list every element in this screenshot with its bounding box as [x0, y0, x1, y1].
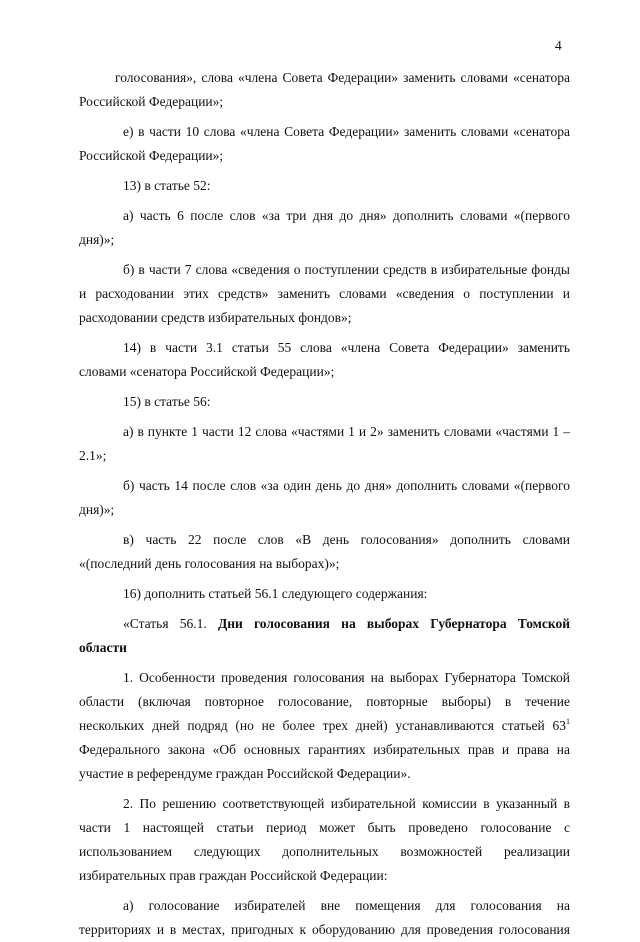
- text-line: 1. Особенности проведения голосования на выборах Губернатора Томской: [123, 670, 570, 685]
- text-line: б) в части 7 слова «сведения о поступлении средств в избирательные фонды: [123, 262, 570, 277]
- text-line: области (включая повторное голосование, повторные выборы) в течение: [79, 694, 570, 709]
- text-line: 14) в части 3.1 статьи 55 слова «члена Совета Федерации» заменить: [123, 340, 570, 355]
- text-line: 2.1»;: [79, 448, 107, 463]
- text-line: 16) дополнить статьей 56.1 следующего содержания:: [123, 586, 428, 601]
- text-line: части 1 настоящей статьи период может быть проведено голосование с: [79, 820, 570, 835]
- document-body: [79, 66, 570, 942]
- text-line: дня)»;: [79, 232, 115, 247]
- article-title: Дни голосования на выборах Губернатора Томской: [217, 616, 570, 631]
- text-line-with-superscript: [79, 714, 570, 738]
- text-line: дня)»;: [79, 502, 115, 517]
- text-line: словами «сенатора Российской Федерации»;: [79, 364, 335, 379]
- text-line: «(последний день голосования на выборах)»;: [79, 556, 340, 571]
- text-line: 15) в статье 56:: [123, 394, 211, 409]
- page-number: 4: [555, 38, 562, 53]
- text-line: территориях и в местах, пригодных к оборудованию для проведения голосования: [79, 922, 570, 937]
- text-line: е) в части 10 слова «члена Совета Федерации» заменить словами «сенатора: [123, 124, 570, 139]
- article-heading: [79, 612, 570, 636]
- text-line: голосования», слова «члена Совета Федерации» заменить словами «сенатора: [115, 70, 570, 85]
- text-line: использованием следующих дополнительных возможностей реализации: [79, 844, 570, 859]
- text-line: а) голосование избирателей вне помещения для голосования на: [123, 898, 570, 913]
- text-line: расходовании средств избирательных фондов»;: [79, 310, 352, 325]
- text-line: б) часть 14 после слов «за один день до дня» дополнить словами «(первого: [123, 478, 570, 493]
- text-segment: нескольких дней подряд (но не более трех дней) устанавливаются статьей 63: [79, 718, 566, 733]
- text-line: 13) в статье 52:: [123, 178, 211, 193]
- superscript: 1: [566, 717, 570, 726]
- text-line: и расходовании этих средств» заменить словами «сведения о поступлении и: [79, 286, 570, 301]
- text-line: а) в пункте 1 части 12 слова «частями 1 и 2» заменить словами «частями 1 –: [123, 424, 570, 439]
- text-line: Федерального закона «Об основных гарантиях избирательных прав и права на: [79, 742, 570, 757]
- text-line: Российской Федерации»;: [79, 148, 224, 163]
- text-line: а) часть 6 после слов «за три дня до дня» дополнить словами «(первого: [123, 208, 570, 223]
- text-line: избирательных прав граждан Российской Федерации:: [79, 868, 388, 883]
- article-number: «Статья 56.1.: [123, 616, 207, 631]
- text-line: 2. По решению соответствующей избирательной комиссии в указанный в: [123, 796, 570, 811]
- text-line: в) часть 22 после слов «В день голосования» дополнить словами: [123, 532, 570, 547]
- text-line: участие в референдуме граждан Российской Федерации».: [79, 766, 411, 781]
- article-title-continued: области: [79, 640, 127, 655]
- text-line: Российской Федерации»;: [79, 94, 224, 109]
